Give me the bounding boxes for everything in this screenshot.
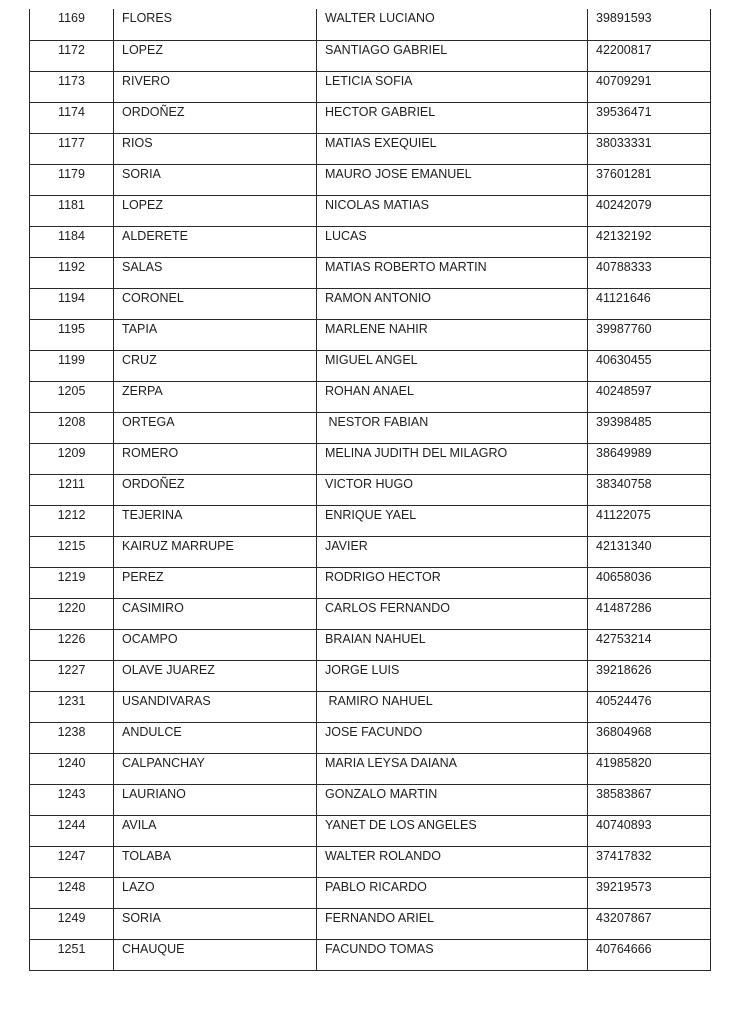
row-number-cell: 1249 (30, 908, 114, 939)
table-row (30, 381, 711, 412)
table-row (30, 815, 711, 846)
id-number-cell: 42200817 (588, 40, 711, 71)
first-name-cell: JORGE LUIS (317, 660, 588, 691)
table-row (30, 846, 711, 877)
id-number-cell: 41122075 (588, 505, 711, 536)
last-name-cell: CRUZ (114, 350, 317, 381)
row-number-cell: 1247 (30, 846, 114, 877)
row-number-cell: 1205 (30, 381, 114, 412)
id-number-cell: 42753214 (588, 629, 711, 660)
row-number-cell: 1173 (30, 71, 114, 102)
id-number-cell: 37417832 (588, 846, 711, 877)
last-name-cell: TAPIA (114, 319, 317, 350)
first-name-cell: MIGUEL ANGEL (317, 350, 588, 381)
first-name-cell: GONZALO MARTIN (317, 784, 588, 815)
last-name-cell: USANDIVARAS (114, 691, 317, 722)
last-name-cell: CALPANCHAY (114, 753, 317, 784)
id-number-cell: 40248597 (588, 381, 711, 412)
row-number-cell: 1220 (30, 598, 114, 629)
last-name-cell: TOLABA (114, 846, 317, 877)
id-number-cell: 40764666 (588, 939, 711, 970)
id-number-cell: 41487286 (588, 598, 711, 629)
table-row (30, 226, 711, 257)
id-number-cell: 40788333 (588, 257, 711, 288)
last-name-cell: ZERPA (114, 381, 317, 412)
last-name-cell: OLAVE JUAREZ (114, 660, 317, 691)
last-name-cell: KAIRUZ MARRUPE (114, 536, 317, 567)
first-name-cell: RAMON ANTONIO (317, 288, 588, 319)
id-number-cell: 39987760 (588, 319, 711, 350)
first-name-cell: YANET DE LOS ANGELES (317, 815, 588, 846)
id-number-cell: 39219573 (588, 877, 711, 908)
row-number-cell: 1251 (30, 939, 114, 970)
first-name-cell: MARLENE NAHIR (317, 319, 588, 350)
first-name-cell: LUCAS (317, 226, 588, 257)
last-name-cell: TEJERINA (114, 505, 317, 536)
last-name-cell: ALDERETE (114, 226, 317, 257)
id-number-cell: 42131340 (588, 536, 711, 567)
row-number-cell: 1179 (30, 164, 114, 195)
last-name-cell: RIVERO (114, 71, 317, 102)
last-name-cell: RIOS (114, 133, 317, 164)
table-row (30, 753, 711, 784)
table-row (30, 133, 711, 164)
row-number-cell: 1194 (30, 288, 114, 319)
id-number-cell: 38340758 (588, 474, 711, 505)
last-name-cell: ROMERO (114, 443, 317, 474)
first-name-cell: RODRIGO HECTOR (317, 567, 588, 598)
first-name-cell: RAMIRO NAHUEL (317, 691, 588, 722)
last-name-cell: SALAS (114, 257, 317, 288)
table-row (30, 164, 711, 195)
table-row (30, 9, 711, 40)
first-name-cell: WALTER LUCIANO (317, 9, 588, 40)
table-row (30, 257, 711, 288)
row-number-cell: 1177 (30, 133, 114, 164)
table-row (30, 660, 711, 691)
first-name-cell: SANTIAGO GABRIEL (317, 40, 588, 71)
id-number-cell: 39398485 (588, 412, 711, 443)
id-number-cell: 40658036 (588, 567, 711, 598)
row-number-cell: 1244 (30, 815, 114, 846)
last-name-cell: SORIA (114, 164, 317, 195)
row-number-cell: 1231 (30, 691, 114, 722)
table-row (30, 877, 711, 908)
first-name-cell: CARLOS FERNANDO (317, 598, 588, 629)
table-row (30, 505, 711, 536)
last-name-cell: CHAUQUE (114, 939, 317, 970)
last-name-cell: LOPEZ (114, 40, 317, 71)
row-number-cell: 1195 (30, 319, 114, 350)
row-number-cell: 1172 (30, 40, 114, 71)
table-row (30, 102, 711, 133)
id-number-cell: 40630455 (588, 350, 711, 381)
table-row (30, 195, 711, 226)
row-number-cell: 1211 (30, 474, 114, 505)
id-number-cell: 42132192 (588, 226, 711, 257)
first-name-cell: JOSE FACUNDO (317, 722, 588, 753)
last-name-cell: FLORES (114, 9, 317, 40)
row-number-cell: 1248 (30, 877, 114, 908)
first-name-cell: WALTER ROLANDO (317, 846, 588, 877)
id-number-cell: 40740893 (588, 815, 711, 846)
id-number-cell: 40524476 (588, 691, 711, 722)
first-name-cell: BRAIAN NAHUEL (317, 629, 588, 660)
table-row (30, 40, 711, 71)
first-name-cell: MELINA JUDITH DEL MILAGRO (317, 443, 588, 474)
id-number-cell: 41121646 (588, 288, 711, 319)
row-number-cell: 1219 (30, 567, 114, 598)
last-name-cell: CORONEL (114, 288, 317, 319)
row-number-cell: 1199 (30, 350, 114, 381)
id-number-cell: 37601281 (588, 164, 711, 195)
row-number-cell: 1209 (30, 443, 114, 474)
roster-table (29, 9, 711, 971)
table-row (30, 598, 711, 629)
first-name-cell: PABLO RICARDO (317, 877, 588, 908)
row-number-cell: 1240 (30, 753, 114, 784)
first-name-cell: MATIAS EXEQUIEL (317, 133, 588, 164)
table-row (30, 443, 711, 474)
table-row (30, 71, 711, 102)
id-number-cell: 40709291 (588, 71, 711, 102)
row-number-cell: 1227 (30, 660, 114, 691)
id-number-cell: 39891593 (588, 9, 711, 40)
table-row (30, 691, 711, 722)
table-row (30, 784, 711, 815)
table-row (30, 412, 711, 443)
table-row (30, 350, 711, 381)
row-number-cell: 1243 (30, 784, 114, 815)
last-name-cell: AVILA (114, 815, 317, 846)
first-name-cell: VICTOR HUGO (317, 474, 588, 505)
row-number-cell: 1215 (30, 536, 114, 567)
first-name-cell: ENRIQUE YAEL (317, 505, 588, 536)
first-name-cell: ROHAN ANAEL (317, 381, 588, 412)
table-row (30, 629, 711, 660)
table-row (30, 567, 711, 598)
id-number-cell: 40242079 (588, 195, 711, 226)
table-row (30, 722, 711, 753)
last-name-cell: ORTEGA (114, 412, 317, 443)
table-row (30, 536, 711, 567)
row-number-cell: 1181 (30, 195, 114, 226)
first-name-cell: NESTOR FABIAN (317, 412, 588, 443)
first-name-cell: NICOLAS MATIAS (317, 195, 588, 226)
id-number-cell: 41985820 (588, 753, 711, 784)
id-number-cell: 43207867 (588, 908, 711, 939)
roster-table-body (30, 9, 711, 970)
first-name-cell: FACUNDO TOMAS (317, 939, 588, 970)
last-name-cell: CASIMIRO (114, 598, 317, 629)
last-name-cell: ORDOÑEZ (114, 474, 317, 505)
first-name-cell: HECTOR GABRIEL (317, 102, 588, 133)
row-number-cell: 1212 (30, 505, 114, 536)
row-number-cell: 1192 (30, 257, 114, 288)
table-row (30, 474, 711, 505)
last-name-cell: PEREZ (114, 567, 317, 598)
table-row (30, 319, 711, 350)
last-name-cell: LAURIANO (114, 784, 317, 815)
id-number-cell: 38033331 (588, 133, 711, 164)
id-number-cell: 38649989 (588, 443, 711, 474)
first-name-cell: MARIA LEYSA DAIANA (317, 753, 588, 784)
row-number-cell: 1226 (30, 629, 114, 660)
last-name-cell: LAZO (114, 877, 317, 908)
id-number-cell: 36804968 (588, 722, 711, 753)
last-name-cell: OCAMPO (114, 629, 317, 660)
last-name-cell: ANDULCE (114, 722, 317, 753)
table-row (30, 288, 711, 319)
table-row (30, 908, 711, 939)
row-number-cell: 1169 (30, 9, 114, 40)
first-name-cell: JAVIER (317, 536, 588, 567)
first-name-cell: LETICIA SOFIA (317, 71, 588, 102)
first-name-cell: MAURO JOSE EMANUEL (317, 164, 588, 195)
id-number-cell: 38583867 (588, 784, 711, 815)
row-number-cell: 1174 (30, 102, 114, 133)
id-number-cell: 39536471 (588, 102, 711, 133)
first-name-cell: MATIAS ROBERTO MARTIN (317, 257, 588, 288)
first-name-cell: FERNANDO ARIEL (317, 908, 588, 939)
row-number-cell: 1238 (30, 722, 114, 753)
row-number-cell: 1208 (30, 412, 114, 443)
last-name-cell: SORIA (114, 908, 317, 939)
table-row (30, 939, 711, 970)
id-number-cell: 39218626 (588, 660, 711, 691)
row-number-cell: 1184 (30, 226, 114, 257)
last-name-cell: LOPEZ (114, 195, 317, 226)
last-name-cell: ORDOÑEZ (114, 102, 317, 133)
